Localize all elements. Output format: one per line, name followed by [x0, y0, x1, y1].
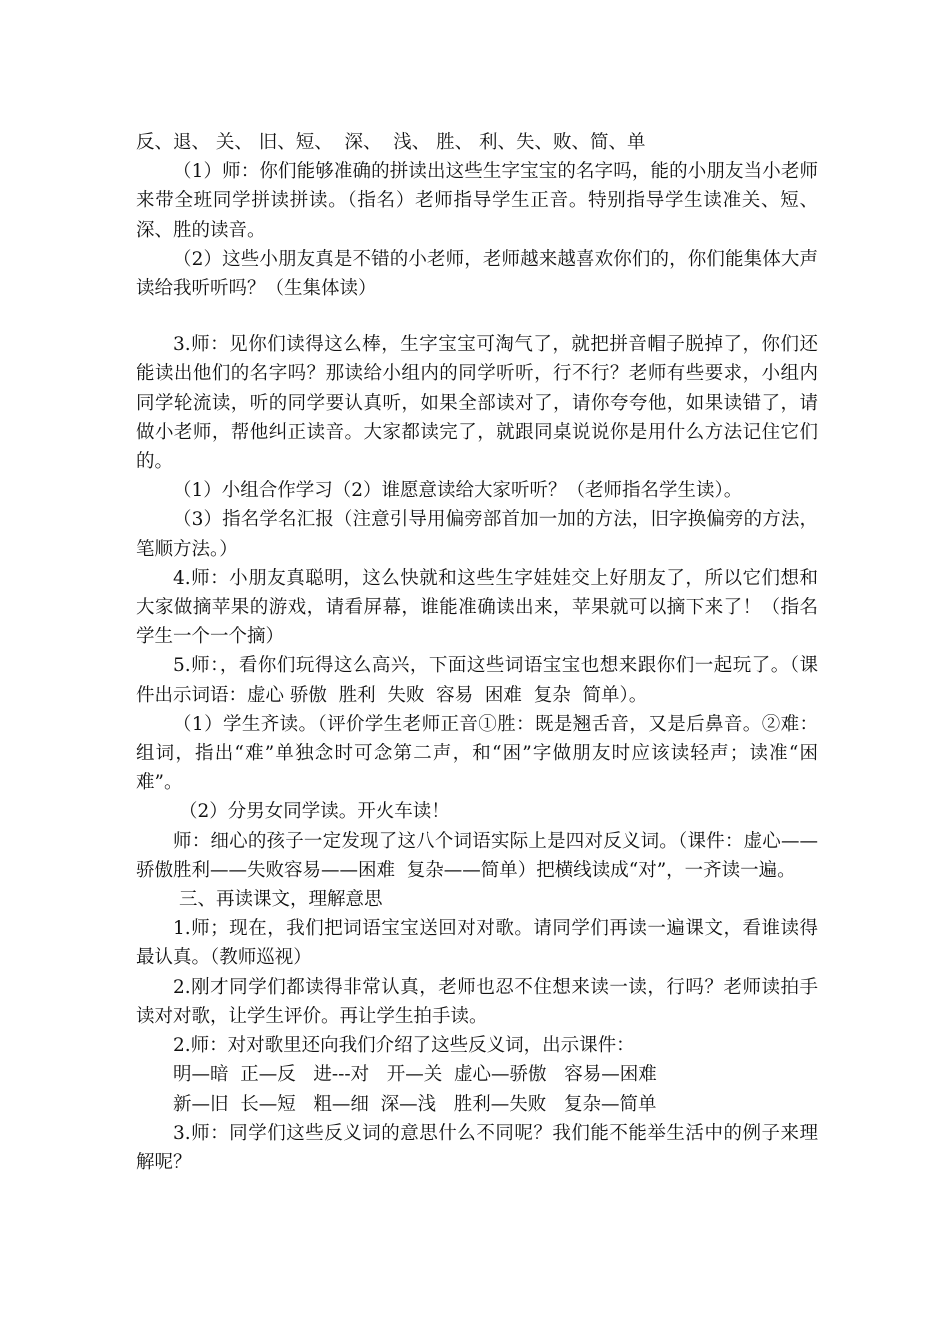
antonym-row: 明—暗 正—反 进---对 开—关 虚心—骄傲 容易—困难	[173, 1064, 657, 1086]
antonym-row: 新—旧 长—短 粗—细 深—浅 胜利—失败 复杂—简单	[173, 1093, 657, 1115]
section-heading: 三、再读课文，理解意思	[179, 889, 383, 911]
blank-line	[136, 303, 818, 330]
paragraph: （1）学生齐读。（评价学生老师正音①胜：既是翘舌音，又是后鼻音。②难：组词，指出“难”单独念时可念第二声，和“困”字做朋友时应该读轻声；读准“困难”。	[136, 713, 818, 794]
paragraph: 2.师：对对歌里还向我们介绍了这些反义词，出示课件：	[173, 1035, 635, 1057]
paragraph: （1）小组合作学习（2）谁愿意读给大家听听？（老师指名学生读）。	[173, 480, 743, 502]
paragraph: 师：细心的孩子一定发现了这八个词语实际上是四对反义词。（课件：虚心——骄傲胜利——失败容易——困难 复杂——简单）把横线读成“对”，一齐读一遍。	[136, 830, 818, 881]
paragraph: （3）指名学名汇报（注意引导用偏旁部首加一加的方法，旧字换偏旁的方法，笔顺方法。）	[136, 509, 818, 560]
paragraph: 2.刚才同学们都读得非常认真，老师也忍不住想来读一读，行吗？老师读拍手读对对歌，让学生评价。再让学生拍手读。	[136, 976, 818, 1027]
paragraph: 3.师：同学们这些反义词的意思什么不同呢？我们能不能举生活中的例子来理解呢？	[136, 1122, 818, 1173]
paragraph: 5.师：，看你们玩得这么高兴，下面这些词语宝宝也想来跟你们一起玩了。（课件出示词语：虚心 骄傲 胜利 失败 容易 困难 复杂 简单）。	[136, 655, 818, 706]
character-list: 反、退、 关、 旧、短、 深、 浅、 胜、 利、失、败、简、单	[136, 132, 646, 153]
paragraph: （1）师：你们能够准确的拼读出这些生字宝宝的名字吗，能的小朋友当小老师来带全班同学拼读拼读。（指名）老师指导学生正音。特别指导学生读准关、短、深、胜的读音。	[136, 161, 818, 241]
paragraph: （2）分男女同学读。开火车读！	[179, 801, 450, 823]
paragraph: （2）这些小朋友真是不错的小老师，老师越来越喜欢你们的，你们能集体大声读给我听听吗？（生集体读）	[136, 248, 818, 300]
paragraph: 3.师：见你们读得这么棒，生字宝宝可淘气了，就把拼音帽子脱掉了，你们还能读出他们的名字吗？那读给小组内的同学听听，行不行？老师有些要求，小组内同学轮流读，听的同学要认真听，如果全部读对了，请你夸夸他，如果读错了，请做小老师，帮他纠正读音。大家都读完了，就跟同桌说说你是用什么方法记住它们的。	[136, 334, 818, 473]
document-page	[136, 128, 818, 1177]
paragraph: 1.师；现在，我们把词语宝宝送回对对歌。请同学们再读一遍课文，看谁读得最认真。（教师巡视）	[136, 918, 818, 969]
paragraph: 4.师：小朋友真聪明，这么快就和这些生字娃娃交上好朋友了，所以它们想和大家做摘苹果的游戏，请看屏幕，谁能准确读出来，苹果就可以摘下来了！（指名学生一个一个摘）	[136, 567, 818, 648]
